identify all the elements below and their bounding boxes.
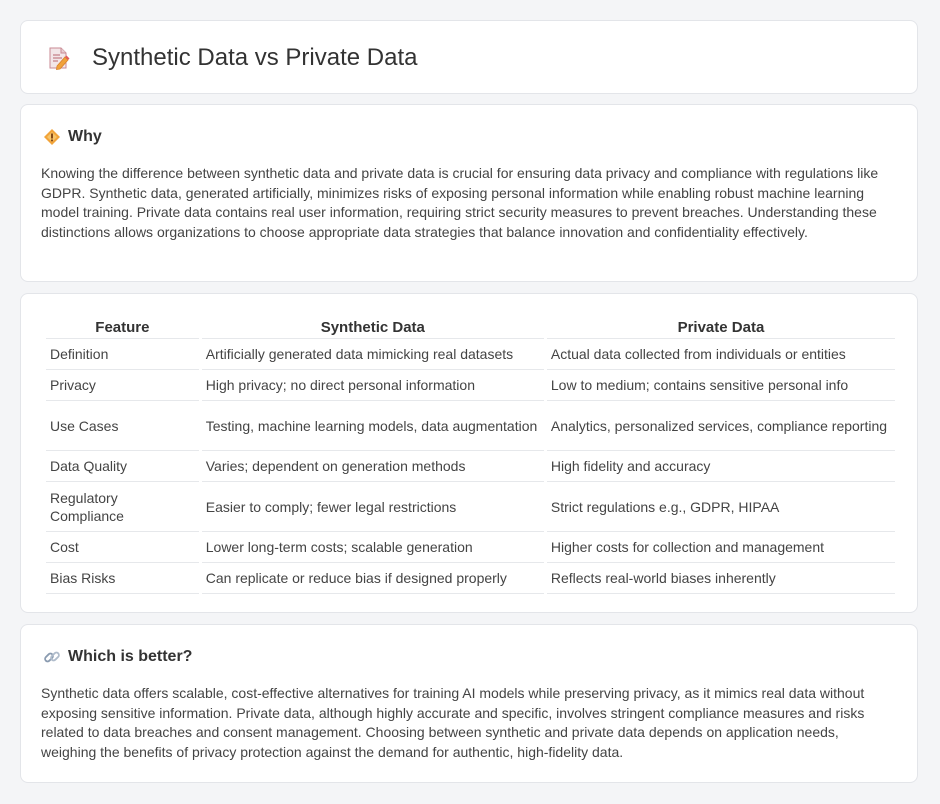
synthetic-cell: Varies; dependent on generation methods (202, 451, 544, 482)
why-card (20, 104, 918, 282)
feature-cell: Privacy (46, 370, 199, 401)
page-title: Synthetic Data vs Private Data (92, 44, 418, 71)
synthetic-cell: Testing, machine learning models, data augmentation (202, 401, 544, 451)
synthetic-cell: Can replicate or reduce bias if designed properly (202, 563, 544, 594)
feature-cell: Cost (46, 532, 199, 563)
table-row (46, 370, 895, 401)
table-row (46, 563, 895, 594)
feature-cell: Regulatory Compliance (46, 482, 199, 532)
synthetic-cell: High privacy; no direct personal information (202, 370, 544, 401)
comparison-table (43, 316, 898, 594)
private-cell: Higher costs for collection and management (547, 532, 895, 563)
which-is-better-card (20, 624, 918, 783)
feature-cell: Bias Risks (46, 563, 199, 594)
private-cell: Reflects real-world biases inherently (547, 563, 895, 594)
why-heading-text: Why (68, 128, 102, 145)
document-pencil-icon (45, 45, 71, 71)
header-private: Private Data (547, 316, 895, 339)
header-synthetic: Synthetic Data (202, 316, 544, 339)
feature-cell: Use Cases (46, 401, 199, 451)
synthetic-cell: Artificially generated data mimicking real datasets (202, 339, 544, 370)
comparison-card (20, 293, 918, 613)
diamond-warning-icon (43, 128, 61, 146)
better-text: Synthetic data offers scalable, cost-effective alternatives for training AI models while preserving privacy, as it mimics real data without exposing sensitive information. Private data, although highly accurate and specific, involves stringent compliance measures and risks related to data breaches and consent management. Choosing between synthetic and private data depends on application needs, weighing the benefits of privacy protection against the demand for authentic, high-fidelity data. (41, 685, 865, 760)
private-cell: Strict regulations e.g., GDPR, HIPAA (547, 482, 895, 532)
link-icon (43, 648, 61, 666)
synthetic-cell: Easier to comply; fewer legal restrictions (202, 482, 544, 532)
header-feature: Feature (46, 316, 199, 339)
feature-cell: Definition (46, 339, 199, 370)
table-row (46, 339, 895, 370)
private-cell: Low to medium; contains sensitive personal info (547, 370, 895, 401)
table-header-row (46, 316, 895, 339)
better-heading-text: Which is better? (68, 648, 193, 665)
private-cell: Analytics, personalized services, compliance reporting (547, 401, 895, 451)
why-text: Knowing the difference between synthetic data and private data is crucial for ensuring data privacy and compliance with regulations like GDPR. Synthetic data, generated artificially, minimizes risks of exposing personal information while enabling robust machine learning model training. Private data contains real user information, requiring strict security measures to prevent breaches. Understanding these distinctions allows organizations to choose appropriate data strategies that balance innovation and confidentiality effectively. (41, 165, 879, 240)
synthetic-cell: Lower long-term costs; scalable generation (202, 532, 544, 563)
table-row (46, 451, 895, 482)
title-card (20, 20, 918, 94)
table-row (46, 401, 895, 451)
private-cell: Actual data collected from individuals or entities (547, 339, 895, 370)
feature-cell: Data Quality (46, 451, 199, 482)
table-row (46, 482, 895, 532)
better-heading (43, 647, 192, 667)
why-heading (43, 127, 102, 147)
private-cell: High fidelity and accuracy (547, 451, 895, 482)
table-row (46, 532, 895, 563)
